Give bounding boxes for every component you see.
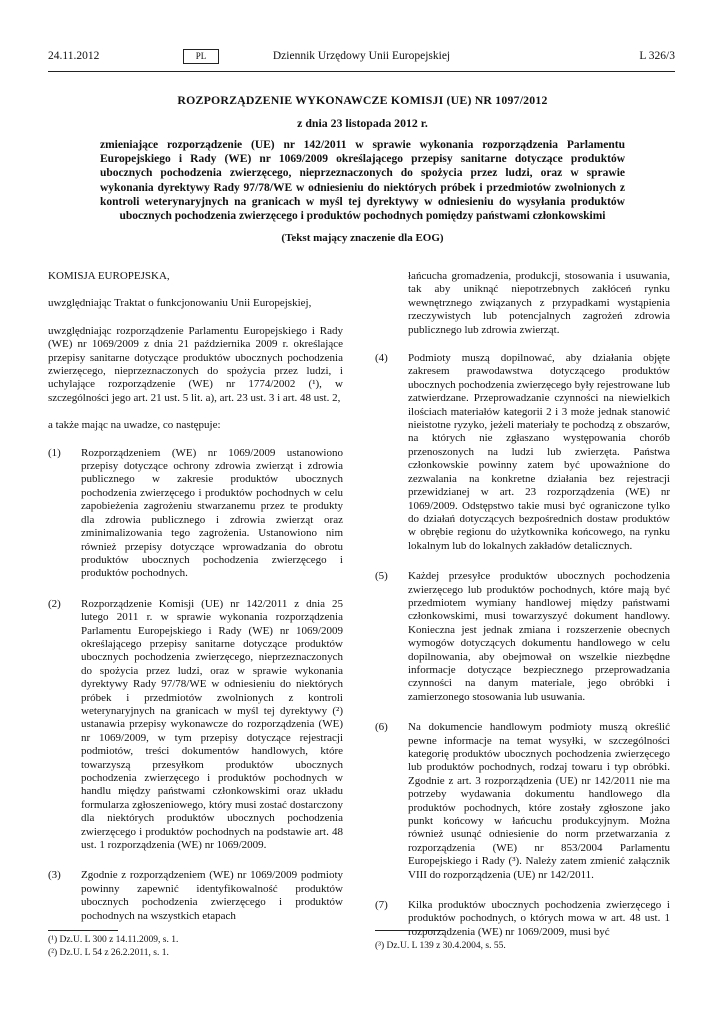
recital <box>48 598 343 853</box>
recital-number: (7) <box>375 899 388 912</box>
recital-text: Rozporządzenie Komisji (UE) nr 142/2011 z dnia 25 lutego 2011 r. w sprawie wykonania rozporządzenia Parlamentu Europejskiego i Rady (WE) nr 1069/2009 określającego przepisy sanitarne dotyczące produktów ubocznych pochodzenia zwierzęcego, nieprzeznaczonych do spożycia przez ludzi, oraz w sprawie wykonania dyrektywy Rady 97/78/WE w odniesieniu do niektórych próbek i przedmiotów zwolnionych z kontroli weterynaryjnych na granicach w myśl tej dyrektywy (²) ustanawia przepisy wykonawcze do rozporządzenia (WE) nr 1069/2009, w tym przepisy dotyczące rejestracji podmiotów, treści dokumentów handlowych, które towarzyszą przesyłkom produktów ubocznych pochodzenia zwierzęcego i produktów pochodnych w handlu między państwami członkowskimi oraz układu formularza zgłoszeniowego, który musi zostać dostarczony dla niektórych produktów ubocznych pochodzenia zwierzęcego i produktów pochodnych na podstawie art. 48 ust. 1 rozporządzenia (WE) nr 1069/2009. <box>81 597 343 852</box>
footnotes-left <box>48 934 178 959</box>
recital-text: Każdej przesyłce produktów ubocznych pochodzenia zwierzęcego lub produktów pochodnych, które mają być przedmiotem wymiany handlowej między państwami członkowskimi, musi towarzyszyć dokument handlowy. Konieczna jest jednak zmiana i rozszerzenie obecnych wymogów dotyczących dokumentu handlowego w celu dopilnowania, aby obejmował on wszelkie niezbędne informacje dotyczące bezpiecznego przeprowadzania czynności na danym materiale, jego obróbki i zamierzonego stosowania lub usuwania. <box>408 570 670 703</box>
recital-number: (1) <box>48 446 61 459</box>
citation-regulation: uwzględniając rozporządzenie Parlamentu Europejskiego i Rady (WE) nr 1069/2009 z dnia 21 października 2009 r. określające przepisy sanitarne dotyczące produktów ubocznych pochodzenia zwierzęcego, nieprzeznaczonych do spożycia przez ludzi, i uchylające rozporządzenie (WE) nr 1774/2002 (¹), w szczególności jego art. 21 ust. 5 lit. a), art. 23 ust. 3 i art. 48 ust. 2, <box>48 324 343 404</box>
right-column <box>375 270 670 956</box>
eea-relevance: (Tekst mający znaczenie dla EOG) <box>281 232 444 245</box>
recital-number: (6) <box>375 721 388 734</box>
footnote-rule <box>375 930 445 931</box>
recital <box>375 721 670 882</box>
recital-continuation: łańcucha gromadzenia, produkcji, stosowania i usuwania, tak aby uniknąć niepotrzebnych zakłóceń rynku wewnętrznego związanych z przypadkami wystąpienia rzeczywistych lub potencjalnych zagrożeń zdrowia publicznego lub zdrowia zwierząt. <box>408 270 670 336</box>
footnotes-right <box>375 940 506 953</box>
recital <box>48 869 343 923</box>
recital-number: (3) <box>48 869 61 882</box>
recital-number: (5) <box>375 570 388 583</box>
footnote: (³) Dz.U. L 139 z 30.4.2004, s. 55. <box>375 941 506 951</box>
header-rule <box>48 71 675 72</box>
header-date: 24.11.2012 <box>48 50 100 62</box>
recital <box>375 570 670 704</box>
regulation-subject: zmieniające rozporządzenie (UE) nr 142/2011 w sprawie wykonania rozporządzenia Parlamentu Europejskiego i Rady (WE) nr 1069/2009 określającego przepisy sanitarne dotyczące produktów ubocznych pochodzenia zwierzęcego, nieprzeznaczonych do spożycia przez ludzi, oraz w sprawie wykonania dyrektywy Rady 97/78/WE w odniesieniu do niektórych próbek i przedmiotów zwolnionych z kontroli weterynaryjnych na granicach w myśl tej dyrektywy w odniesieniu do wysyłania produktów ubocznych pochodzenia zwierzęcego i produktów pochodnych pomiędzy państwami członkowskimi <box>100 139 625 223</box>
recital <box>375 899 670 939</box>
recital-text: Podmioty muszą dopilnować, aby działania objęte zakresem prawodawstwa dotyczącego produktów ubocznych pochodzenia zwierzęcego były rejestrowane lub zatwierdzane. Przeprowadzanie czynności na niewielkich ilościach materiałów kategorii 2 i 3 może jednak stanowić nieistotne ryzyko, jeżeli materiały te pochodzą z obszarów, na których nie zgłaszano występowania chorób przenoszonych na ludzi lub zwierzęta. Państwa członkowskie powinny zatem być upoważnione do zezwalania na konkretne działania bez rejestracji przewidzianej w art. 23 rozporządzenia (WE) nr 1069/2009. Odstępstwo takie musi być ograniczone tylko do działań dotyczących bezpośrednich dostaw produktów w obrębie regionu do użytkownika końcowego, na rynku lokalnym lub do lokalnych zakładów detalicznych. <box>408 352 670 552</box>
footnote: (²) Dz.U. L 54 z 26.2.2011, s. 1. <box>48 947 169 958</box>
footnote: (¹) Dz.U. L 300 z 14.11.2009, s. 1. <box>48 935 179 945</box>
citation-treaty: uwzględniając Traktat o funkcjonowaniu Unii Europejskiej, <box>48 297 312 310</box>
recital-text: Zgodnie z rozporządzeniem (WE) nr 1069/2009 podmioty powinny zapewnić identyfikowalność produktów ubocznych pochodzenia zwierzęcego i produktów pochodnych na wszystkich etapach <box>81 869 343 922</box>
recital <box>375 352 670 553</box>
recital <box>48 447 343 581</box>
regulation-title: ROZPORZĄDZENIE WYKONAWCZE KOMISJI (UE) NR 1097/2012 <box>177 93 548 107</box>
recital-text: Rozporządzeniem (WE) nr 1069/2009 ustanowiono przepisy dotyczące ochrony zdrowia zwierząt i zdrowia publicznego w zakresie produktów ubocznych pochodzenia zwierzęcego i produktów pochodnych w celu zapobieżenia zagrożeniu stwarzanemu przez te produkty dla zdrowia publicznego i zdrowia zwierząt oraz zminimalizowania tego zagrożenia. Ustanowiono nim również przepisy dotyczące wprowadzania do obrotu produktów ubocznych pochodzenia zwierzęcego i produktów pochodnych. <box>81 446 343 580</box>
recital-text: Na dokumencie handlowym podmioty muszą określić pewne informacje na temat wysyłki, w szczególności kategorię produktów ubocznych pochodzenia zwierzęcego lub produktów pochodnych, rodzaj towaru i typ obróbki. Zgodnie z art. 3 rozporządzenia (UE) nr 142/2011 nie ma potrzeby wydawania dokumentu handlowego dla produktów pochodnych, które zostały zgłoszone jako punkt końcowy w łańcuchu produkcyjnym. Można również usunąć odniesienie do norm przetwarzania z rozporządzenia (WE) nr 853/2004 Parlamentu Europejskiego i Rady (³). Należy zatem zmienić załącznik VIII do rozporządzenia (UE) nr 142/2011. <box>408 721 670 881</box>
regulation-date: z dnia 23 listopada 2012 r. <box>297 116 428 130</box>
recital-text: Kilka produktów ubocznych pochodzenia zwierzęcego i produktów pochodnych, o których mowa w art. 48 ust. 1 rozporządzenia (WE) nr 1069/2009, musi być <box>408 899 670 938</box>
left-column <box>48 270 343 940</box>
recitals-intro: a także mając na uwadze, co następuje: <box>48 419 221 432</box>
recital-number: (4) <box>375 352 388 365</box>
recital-number: (2) <box>48 597 61 610</box>
language-badge: PL <box>183 49 219 64</box>
footnote-rule <box>48 930 118 931</box>
commission-heading: KOMISJA EUROPEJSKA, <box>48 270 170 282</box>
journal-title: Dziennik Urzędowy Unii Europejskiej <box>272 50 451 62</box>
title-block <box>100 93 625 244</box>
page-number: L 326/3 <box>639 50 675 62</box>
page-header <box>48 50 675 68</box>
